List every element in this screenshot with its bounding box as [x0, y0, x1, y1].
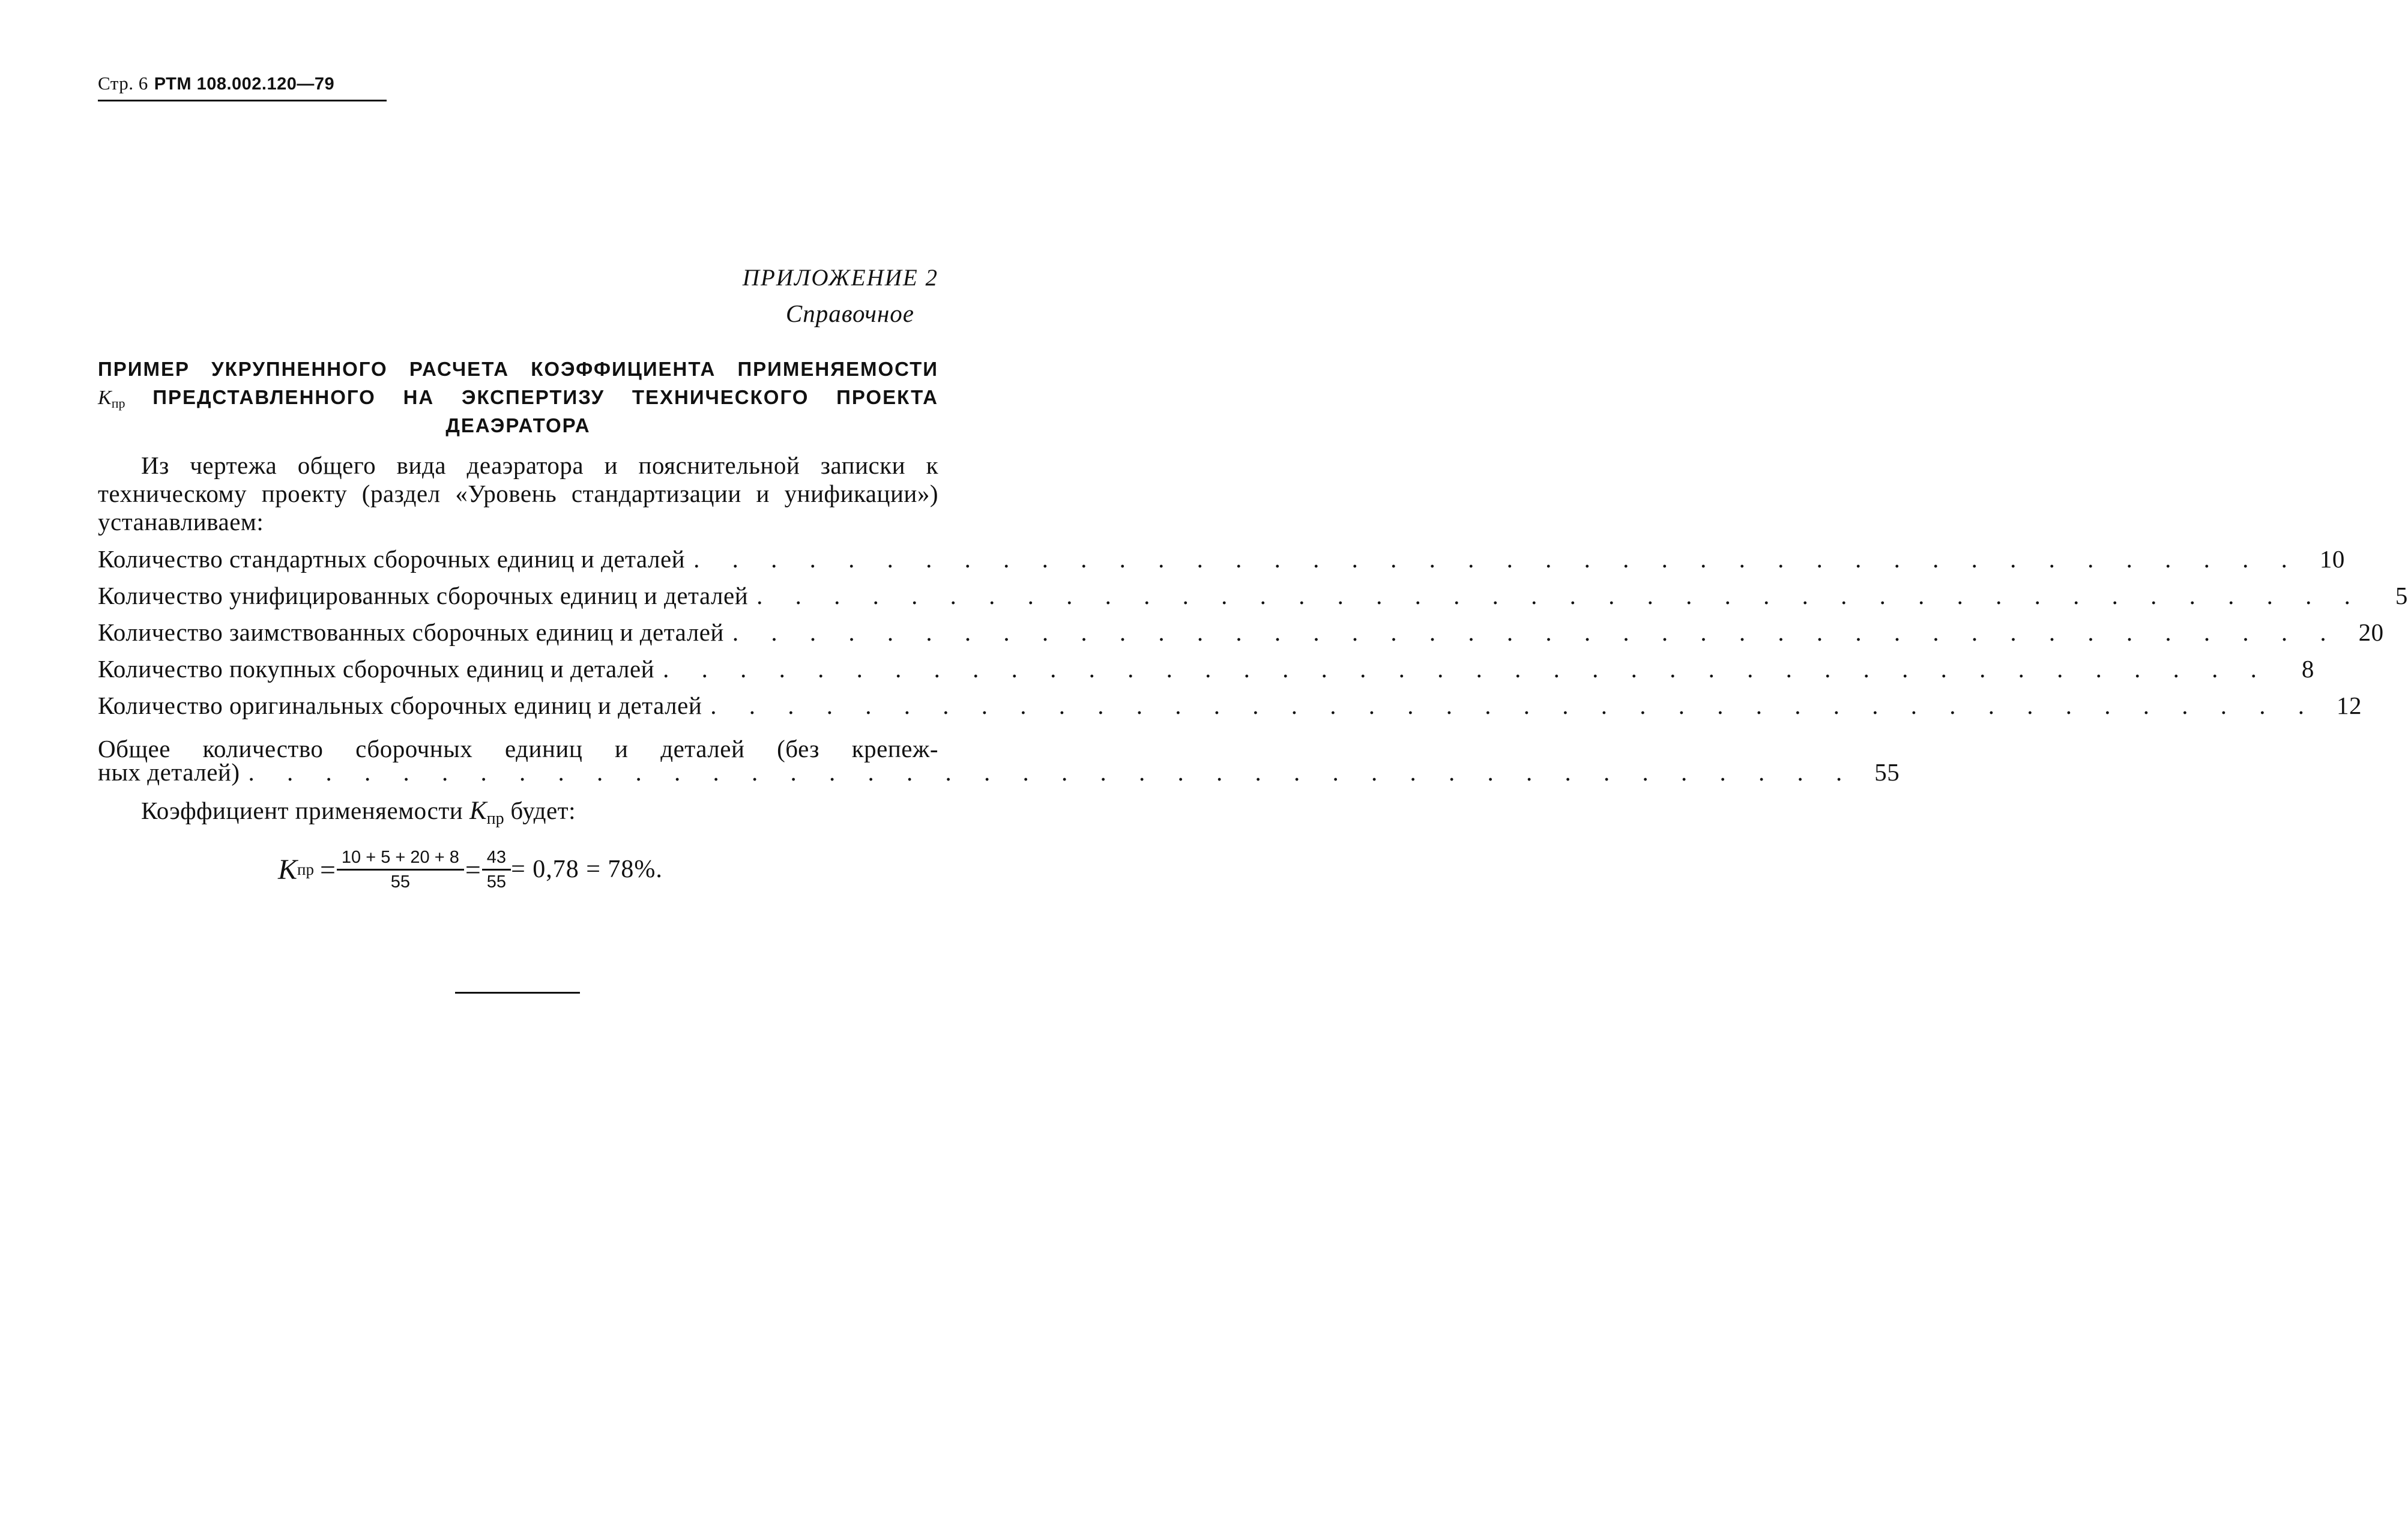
header-rule [98, 100, 387, 101]
coefficient-line [141, 796, 576, 829]
intro-text: Из чертежа общего вида деаэратора и пояснительной записки к техническому проекту (раздел «Уровень стандартизации и унификации») устанавливаем: [98, 451, 938, 536]
item-value: 10 [2319, 545, 2345, 573]
total-label-line-2: ных деталей) [98, 758, 240, 786]
end-rule [455, 992, 580, 994]
coefficient-text-before: Коэффициент применяемости [141, 797, 463, 824]
page-label: Стр. 6 [98, 73, 148, 94]
item-label: Количество стандартных сборочных единиц и деталей [98, 545, 686, 573]
formula-equals-2: = [465, 854, 481, 885]
item-value: 8 [2301, 655, 2314, 683]
list-item [98, 617, 2384, 647]
coefficient-k-subscript: пр [486, 809, 504, 828]
total-label-line-1: Общее количество сборочных единиц и деталей (без крепеж- [98, 735, 938, 762]
appendix-label: ПРИЛОЖЕНИЕ 2 [742, 265, 938, 291]
coefficient-text-after: будет: [510, 797, 576, 824]
item-label: Количество покупных сборочных единиц и деталей [98, 655, 655, 683]
coefficient-k-symbol: K [469, 797, 487, 825]
fraction-sum-denominator: 55 [337, 869, 464, 892]
total-row [98, 756, 1900, 787]
item-value: 20 [2358, 618, 2384, 646]
leader-dots: . . . . . . . . . . . . . . . . . . . . . . . . . . . . . . . . . . . . . . . . . . [693, 545, 2301, 573]
formula-k-subscript: пр [297, 860, 314, 878]
title-k-symbol: K [98, 387, 112, 409]
appendix-type: Справочное [785, 300, 914, 327]
intro-paragraph [98, 451, 938, 536]
leader-dots: . . . . . . . . . . . . . . . . . . . . . . . . . . . . . . . . . . . . . . . . . . [732, 618, 2340, 646]
list-item [98, 690, 2362, 720]
list-item [98, 543, 2345, 573]
document-code: РТМ 108.002.120—79 [154, 74, 335, 94]
item-label: Количество унифицированных сборочных единиц и деталей [98, 582, 749, 609]
item-value: 5 [2395, 582, 2408, 609]
fraction-result [484, 847, 508, 892]
fraction-sum [339, 847, 462, 892]
title-line-1: ПРИМЕР УКРУПНЕННОГО РАСЧЕТА КОЭФФИЦИЕНТА ПРИМЕНЯЕМОСТИ [98, 358, 938, 380]
fraction-result-numerator: 43 [486, 847, 507, 867]
title-line-2-text: ПРЕДСТАВЛЕННОГО НА ЭКСПЕРТИЗУ ТЕХНИЧЕСКОГО ПРОЕКТА [152, 386, 938, 408]
leader-dots: . . . . . . . . . . . . . . . . . . . . . . . . . . . . . . . . . . . . . . . . . . [756, 582, 2364, 609]
formula-equals: = [319, 854, 336, 885]
total-value: 55 [1874, 758, 1900, 786]
formula-result: = 0,78 = 78%. [511, 856, 663, 883]
list-item [98, 653, 2314, 683]
title-line-2 [98, 386, 938, 411]
item-label: Количество оригинальных сборочных единиц и деталей [98, 692, 702, 719]
fraction-result-denominator: 55 [482, 869, 511, 892]
formula-k-symbol: K [278, 853, 298, 886]
item-label: Количество заимствованных сборочных единиц и деталей [98, 618, 724, 646]
item-value: 12 [2337, 692, 2362, 719]
list-item [98, 580, 2408, 610]
page-header [98, 73, 334, 94]
leader-dots: . . . . . . . . . . . . . . . . . . . . . . . . . . . . . . . . . . . . . . . . . . [710, 692, 2318, 719]
fraction-sum-numerator: 10 + 5 + 20 + 8 [341, 847, 459, 867]
title-k-subscript: пр [111, 396, 125, 411]
leader-dots: . . . . . . . . . . . . . . . . . . . . . . . . . . . . . . . . . . . . . . . . . . [248, 758, 1856, 786]
formula [278, 839, 663, 899]
leader-dots: . . . . . . . . . . . . . . . . . . . . . . . . . . . . . . . . . . . . . . . . . . [663, 655, 2270, 683]
title-line-3: ДЕАЭРАТОРА [445, 414, 591, 436]
